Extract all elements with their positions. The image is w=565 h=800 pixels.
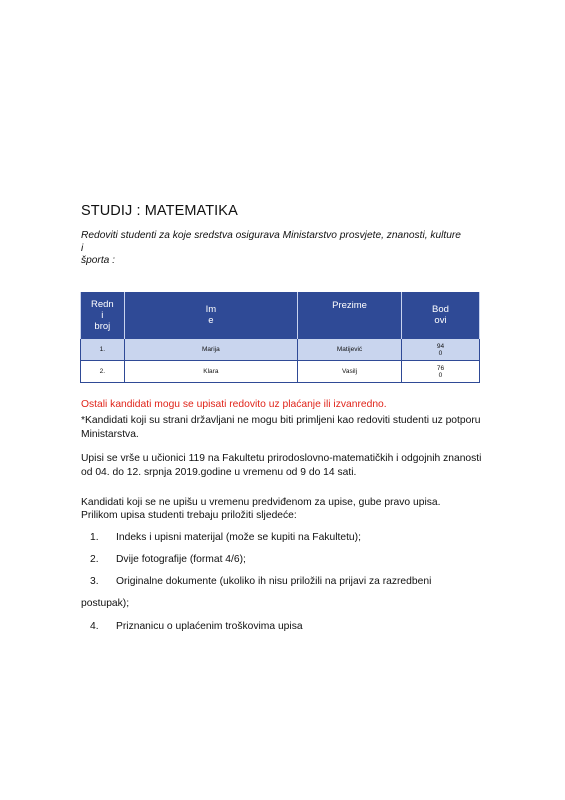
subtitle-line: športa : [81, 255, 115, 266]
points-text: 0 [438, 371, 443, 379]
points-text: 76 [436, 364, 445, 372]
list-number: 3. [90, 576, 99, 587]
header-surname [298, 292, 402, 339]
list-number: 2. [90, 554, 99, 565]
header-text: Im [205, 304, 217, 315]
enroll-line: od 04. do 12. srpnja 2019.godine u vremenu od 9 do 14 sati. [81, 467, 357, 478]
list-item [90, 576, 431, 587]
cell-num: 2. [81, 361, 125, 383]
points-text: 94 [436, 342, 445, 350]
students-table [80, 292, 480, 383]
page-title: STUDIJ : MATEMATIKA [81, 203, 238, 219]
header-text: Bod [432, 304, 449, 315]
cell-surname: Vasilj [298, 361, 402, 383]
list-number: 4. [90, 621, 99, 632]
deadline-line: Prilikom upisa studenti trebaju priložiti sljedeće: [81, 509, 297, 521]
table-row [81, 339, 480, 361]
list-text: Indeks i upisni materijal (može se kupiti na Fakultetu); [116, 532, 361, 543]
foreign-students-note [81, 414, 491, 442]
header-text: broj [94, 320, 111, 332]
note-line: Ministarstva. [81, 429, 139, 440]
header-name [124, 292, 297, 339]
list-text: postupak); [81, 598, 130, 609]
subtitle [81, 230, 491, 268]
list-text: Originalne dokumente (ukoliko ih nisu priložili na prijavi za razredbeni [116, 576, 432, 587]
cell-surname: Matijević [298, 339, 402, 361]
cell-name: Klara [124, 361, 297, 383]
subtitle-line: i [81, 242, 84, 254]
list-item [90, 554, 246, 565]
list-item-continuation [81, 598, 129, 609]
paid-enrollment-note: Ostali kandidati mogu se upisati redovito uz plaćanje ili izvanredno. [81, 399, 387, 410]
enroll-line: Upisi se vrše u učionici 119 na Fakultetu prirodoslovno-matematičkih i odgojnih znanosti [81, 453, 482, 464]
cell-points [401, 339, 479, 361]
points-text: 0 [438, 349, 443, 357]
header-text: e [208, 315, 214, 326]
table-header-row [81, 292, 480, 339]
list-item [90, 532, 361, 543]
deadline-info [81, 497, 491, 522]
cell-points [401, 361, 479, 383]
list-text: Priznanicu o uplaćenim troškovima upisa [116, 621, 303, 632]
cell-name: Marija [124, 339, 297, 361]
enrollment-info [81, 452, 491, 480]
header-text: Prezime [332, 300, 367, 311]
header-text: ovi [434, 315, 447, 326]
note-line: *Kandidati koji su strani državljani ne mogu biti primljeni kao redoviti studenti uz potporu [81, 415, 481, 426]
list-number: 1. [90, 532, 99, 543]
cell-num: 1. [81, 339, 125, 361]
header-text: i [101, 309, 104, 321]
header-num [81, 292, 125, 339]
table-row [81, 361, 480, 383]
deadline-line: Kandidati koji se ne upišu u vremenu predviđenom za upise, gube pravo upisa. [81, 497, 441, 508]
subtitle-line: Redoviti studenti za koje sredstva osigurava Ministarstvo prosvjete, znanosti, kulture [81, 230, 461, 241]
header-points [401, 292, 479, 339]
list-text: Dvije fotografije (format 4/6); [116, 554, 246, 565]
list-item [90, 621, 303, 632]
header-text: Redn [90, 298, 114, 310]
